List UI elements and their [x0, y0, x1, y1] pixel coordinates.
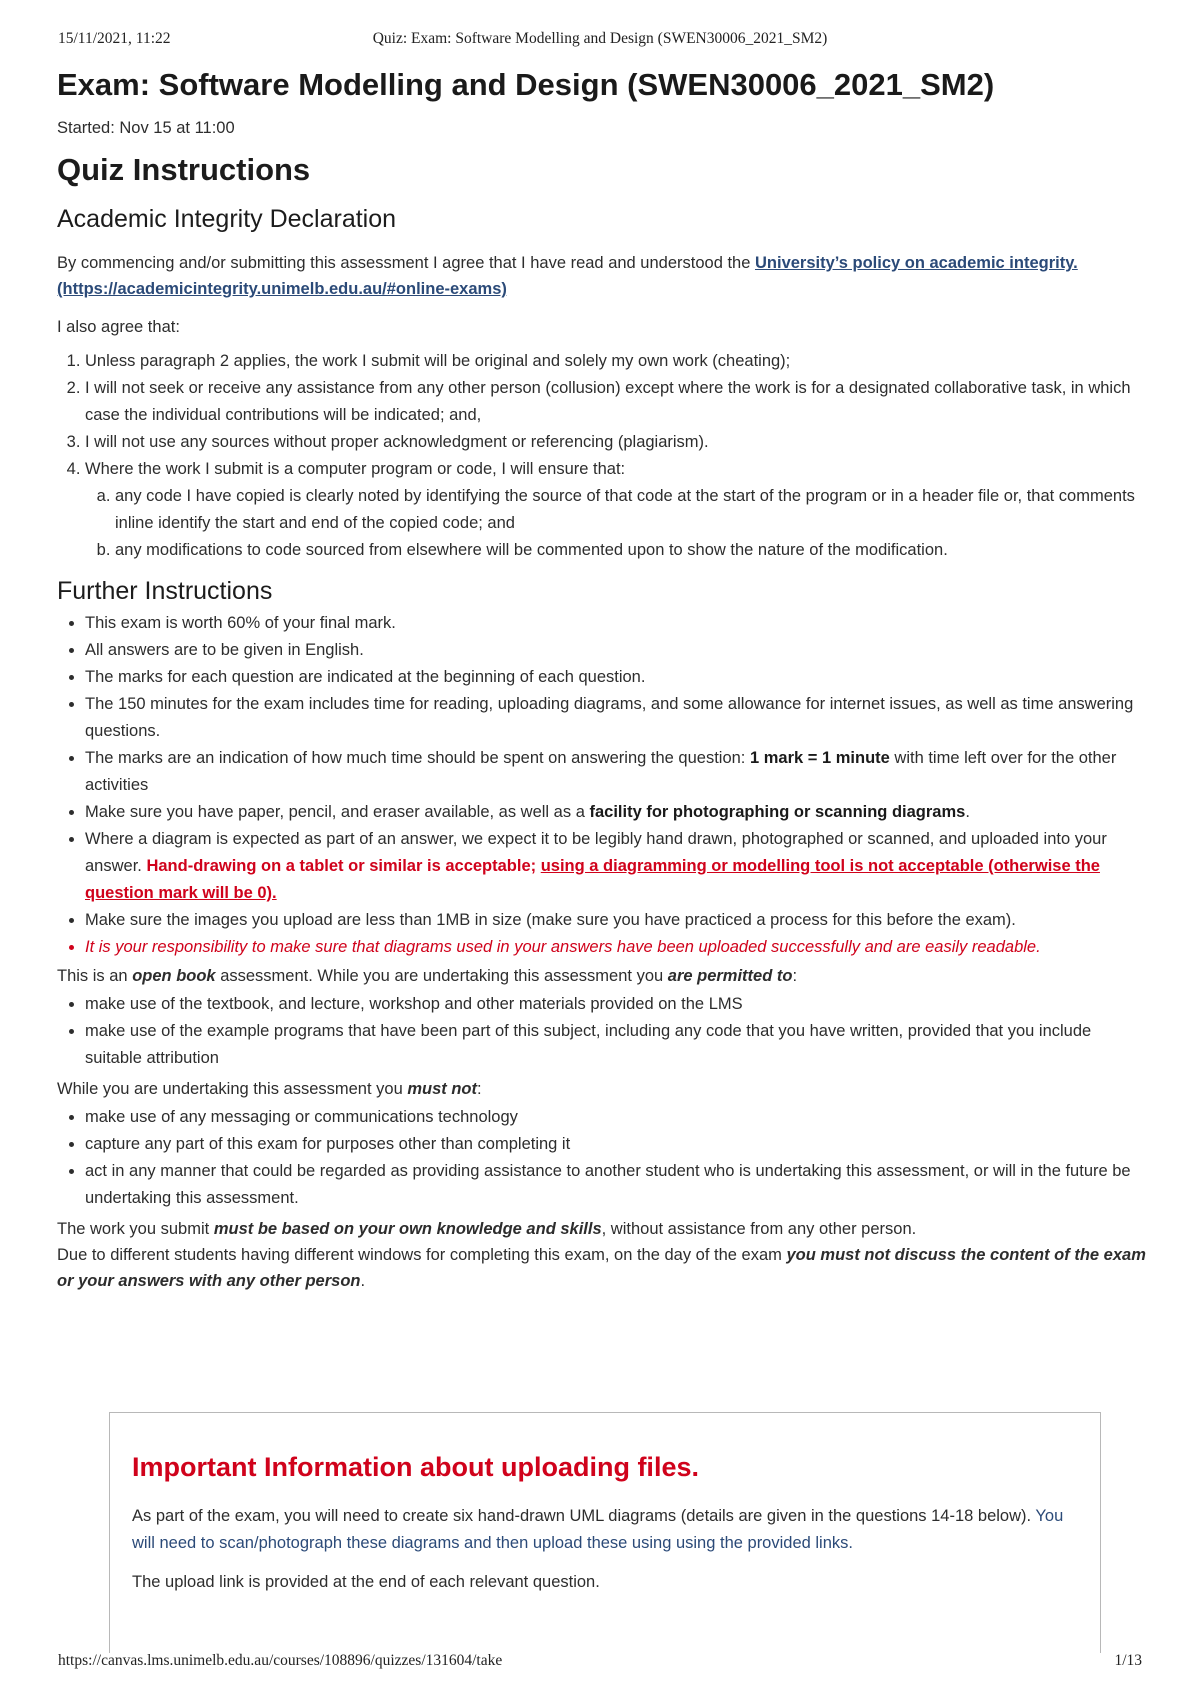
code-subitem: b. any modifications to code sourced from elsewhere will be commented upon to show the nature of the modification. [115, 537, 1151, 564]
open-book-text: assessment. While you are undertaking this assessment you [215, 967, 668, 985]
code-sublist [85, 483, 1151, 564]
started-time: Started: Nov 15 at 11:00 [57, 119, 235, 137]
no-discuss-text: . [360, 1272, 366, 1290]
further-warning-underlined: using a diagramming or modelling tool is not acceptable (otherwise the question mark will be 0). [85, 857, 1100, 902]
quiz-content [57, 60, 1151, 1294]
further-item: • All answers are to be given in English. [85, 637, 1151, 664]
declaration-item-text: Where the work I submit is a computer program or code, I will ensure that: [85, 460, 626, 478]
policy-link[interactable]: University’s policy on academic integrity. [754, 254, 1078, 272]
must-not-text: : [477, 1080, 482, 1098]
permitted-list [57, 991, 1151, 1072]
further-text: with time left over for the other activities [85, 749, 1117, 794]
upload-info-text: As part of the exam, you will need to create six hand-drawn UML diagrams (details are given in the questions 14-18 below). [132, 1507, 1036, 1525]
no-discuss-emph: you must not discuss the content of the exam or your answers with any other person [57, 1246, 1146, 1290]
prohibited-item: • act in any manner that could be regarded as providing assistance to another student who is undertaking this assessment, or will in the future be undertaking this assessment. [85, 1158, 1151, 1212]
further-text: Make sure you have paper, pencil, and eraser available, as well as a [85, 803, 590, 821]
open-book-emph: open book [132, 967, 216, 985]
open-book-emph: are permitted to [667, 967, 793, 985]
academic-integrity-heading: Academic Integrity Declaration [57, 205, 397, 233]
further-item [85, 745, 1151, 799]
code-subitem: a. any code I have copied is clearly noted by identifying the source of that code at the start of the program or in a header file or, that comments inline identify the start and end of the copied code; and [115, 483, 1151, 537]
also-agree-text: I also agree that: [57, 318, 180, 336]
must-not-line [57, 1076, 1151, 1102]
must-not-text: While you are undertaking this assessment you [57, 1080, 408, 1098]
further-item: • Make sure the images you upload are less than 1MB in size (make sure you have practiced a process for this before the exam). [85, 907, 1151, 934]
upload-info-heading: Important Information about uploading files. [132, 1452, 699, 1482]
open-book-line [57, 963, 1151, 989]
declaration-item [85, 456, 1151, 564]
further-item: • It is your responsibility to make sure that diagrams used in your answers have been uploaded successfully and are easily readable. [85, 934, 1151, 961]
further-warning: Hand-drawing on a tablet or similar is acceptable; [146, 857, 541, 875]
further-instructions-heading: Further Instructions [57, 577, 273, 605]
upload-info-paragraph [132, 1503, 1072, 1557]
further-bold: 1 mark = 1 minute [749, 749, 890, 767]
upload-info-box [109, 1412, 1101, 1653]
declaration-list [57, 348, 1151, 564]
own-work-text: The work you submit [57, 1220, 214, 1238]
further-bold: facility for photographing or scanning diagrams [589, 803, 966, 821]
print-page-title: Quiz: Exam: Software Modelling and Design (SWEN30006_2021_SM2) [372, 30, 828, 47]
print-header [58, 30, 1142, 52]
must-not-emph: must not [407, 1080, 478, 1098]
permitted-item: • make use of the example programs that have been part of this subject, including any code that you have written, provided that you include suitable attribution [85, 1018, 1151, 1072]
declaration-item: 2. I will not seek or receive any assistance from any other person (collusion) except where the work is for a designated collaborative task, in which case the individual contributions will be indicated; and, [85, 375, 1151, 429]
declaration-item: 1. Unless paragraph 2 applies, the work I submit will be original and solely my own work (cheating); [85, 348, 1151, 375]
open-book-text: This is an [57, 967, 133, 985]
permitted-item: • make use of the textbook, and lecture, workshop and other materials provided on the LMS [85, 991, 1151, 1018]
further-text: The marks are an indication of how much time should be spent on answering the question: [85, 749, 750, 767]
further-item [85, 826, 1151, 907]
further-item: • This exam is worth 60% of your final mark. [85, 610, 1151, 637]
upload-link-note: The upload link is provided at the end of each relevant question. [132, 1573, 600, 1591]
print-footer [58, 1652, 1142, 1674]
no-discuss-text: Due to different students having different windows for completing this exam, on the day of the exam [57, 1246, 787, 1264]
prohibited-item: • make use of any messaging or communications technology [85, 1104, 1151, 1131]
integrity-intro-text: By commencing and/or submitting this assessment I agree that I have read and understood the [57, 254, 755, 272]
declaration-item: 3. I will not use any sources without proper acknowledgment or referencing (plagiarism). [85, 429, 1151, 456]
prohibited-item: • capture any part of this exam for purposes other than completing it [85, 1131, 1151, 1158]
exam-title: Exam: Software Modelling and Design (SWEN30006_2021_SM2) [57, 67, 995, 102]
no-discuss-line [57, 1242, 1151, 1294]
further-list [57, 610, 1151, 961]
further-text: Where a diagram is expected as part of an answer, we expect it to be legibly hand drawn, photographed or scanned, and uploaded into your answer. [85, 830, 1107, 875]
page-number: 1/13 [1114, 1652, 1142, 1669]
open-book-text: : [792, 967, 798, 985]
print-url: https://canvas.lms.unimelb.edu.au/courses/108896/quizzes/131604/take [58, 1652, 503, 1669]
further-item: • The 150 minutes for the exam includes time for reading, uploading diagrams, and some allowance for internet issues, as well as time answering questions. [85, 691, 1151, 745]
further-item: • The marks for each question are indicated at the beginning of each question. [85, 664, 1151, 691]
policy-url-link[interactable]: (https://academicintegrity.unimelb.edu.au/#online-exams) [57, 280, 507, 298]
integrity-intro [57, 250, 1151, 302]
upload-info-highlight: You will need to scan/photograph these diagrams and then upload these using using the provided links. [132, 1507, 1064, 1552]
further-item [85, 799, 1151, 826]
prohibited-list [57, 1104, 1151, 1212]
quiz-instructions-heading: Quiz Instructions [57, 152, 311, 187]
own-work-text: , without assistance from any other person. [601, 1220, 917, 1238]
own-work-emph: must be based on your own knowledge and skills [213, 1220, 602, 1238]
own-work-line [57, 1216, 1151, 1242]
print-datetime: 15/11/2021, 11:22 [58, 30, 171, 47]
further-text: . [965, 803, 970, 821]
